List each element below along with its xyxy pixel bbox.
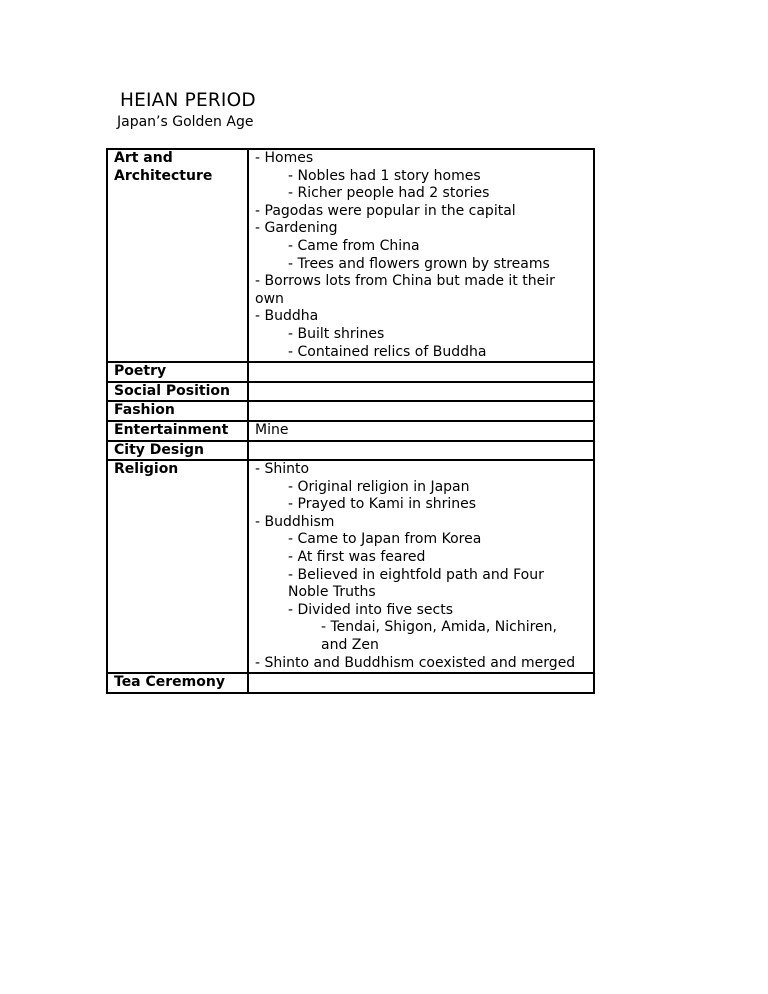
notes-table — [106, 148, 595, 694]
table-row — [107, 421, 594, 441]
note-line: - Buddhism — [255, 513, 335, 530]
category-cell: Art and Architecture — [107, 149, 248, 362]
category-cell: Social Position — [107, 382, 248, 402]
note-line: - Nobles had 1 story homes — [288, 167, 481, 184]
table-row — [107, 149, 594, 362]
notes-cell — [248, 382, 594, 402]
note-line: - Tendai, Shigon, Amida, Nichiren, and Zen — [321, 619, 557, 654]
note-line: - Richer people had 2 stories — [288, 185, 490, 202]
note-line: - Came to Japan from Korea — [288, 531, 482, 548]
notes-cell — [248, 460, 594, 673]
note-line: - Pagodas were popular in the capital — [255, 202, 516, 219]
note-line: - Came from China — [288, 237, 420, 254]
table-row — [107, 401, 594, 421]
table-row — [107, 362, 594, 382]
note-line: - Borrows lots from China but made it their own — [255, 273, 555, 307]
document-subtitle: Japan’s Golden Age — [117, 114, 254, 130]
note-line: - Trees and flowers grown by streams — [288, 255, 550, 272]
category-cell: Religion — [107, 460, 248, 673]
table-row — [107, 673, 594, 693]
category-cell: Fashion — [107, 401, 248, 421]
notes-cell — [248, 149, 594, 362]
note-line: - Buddha — [255, 308, 319, 325]
note-line: - Gardening — [255, 220, 338, 237]
category-cell: Tea Ceremony — [107, 673, 248, 693]
note-line: - At first was feared — [288, 549, 426, 566]
note-line: - Divided into five sects — [288, 601, 454, 618]
note-line: - Homes — [255, 150, 314, 166]
note-line: - Built shrines — [288, 325, 385, 342]
notes-cell — [248, 673, 594, 693]
notes-table-body — [107, 149, 594, 693]
note-line: - Believed in eightfold path and Four Noble Truths — [288, 566, 544, 601]
note-line: - Shinto — [255, 461, 310, 478]
document-title: HEIAN PERIOD — [120, 90, 256, 111]
category-cell: Entertainment — [107, 421, 248, 441]
table-row — [107, 382, 594, 402]
notes-cell — [248, 421, 594, 441]
note-line: - Original religion in Japan — [288, 478, 470, 495]
notes-cell — [248, 362, 594, 382]
notes-cell — [248, 441, 594, 461]
table-row — [107, 441, 594, 461]
category-cell: City Design — [107, 441, 248, 461]
category-cell: Poetry — [107, 362, 248, 382]
note-line: - Contained relics of Buddha — [288, 343, 487, 360]
table-row — [107, 460, 594, 673]
note-line: - Prayed to Kami in shrines — [288, 496, 477, 513]
note-line: - Shinto and Buddhism coexisted and merged — [255, 654, 576, 671]
note-line: Mine — [255, 421, 289, 438]
notes-cell — [248, 401, 594, 421]
